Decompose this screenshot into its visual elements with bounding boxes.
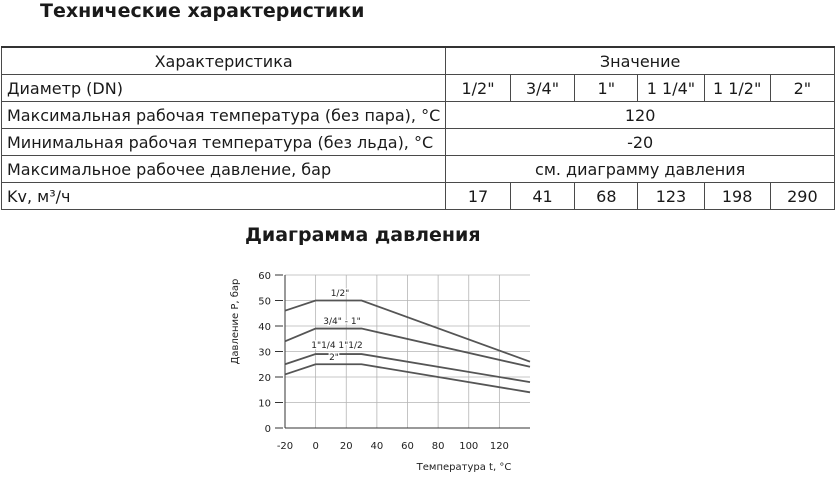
max-temp-label: Максимальная рабочая температура (без пара), °C xyxy=(2,102,446,129)
y-tick-label: 60 xyxy=(258,271,271,282)
diagram-title: Диаграмма давления xyxy=(245,224,481,246)
series-label: 2" xyxy=(329,353,339,363)
kv-cell: 123 xyxy=(638,183,704,210)
page-title: Технические характеристики xyxy=(40,0,365,22)
y-tick-label: 20 xyxy=(258,373,271,384)
y-tick-label: 30 xyxy=(258,347,271,359)
x-tick-label: 100 xyxy=(459,441,479,452)
diameter-cell: 1 1/2" xyxy=(704,75,770,102)
kv-cell: 41 xyxy=(510,183,575,210)
kv-cell: 290 xyxy=(770,183,834,210)
max-pressure-label: Максимальное рабочее давление, бар xyxy=(2,156,446,183)
x-tick-label: 20 xyxy=(339,441,353,452)
y-axis-label: Давление P, бар xyxy=(230,278,241,365)
kv-cell: 198 xyxy=(704,183,770,210)
y-tick-label: 10 xyxy=(258,398,271,410)
series-label: 1/2" xyxy=(330,289,350,299)
y-tick-label: 40 xyxy=(258,322,271,333)
kv-cell: 68 xyxy=(575,183,638,210)
x-axis-label: Температура t, °C xyxy=(416,462,512,473)
diameter-label: Диаметр (DN) xyxy=(2,75,446,102)
min-temp-value: -20 xyxy=(446,129,835,156)
header-value: Значение xyxy=(446,47,835,75)
x-tick-label: -20 xyxy=(276,441,294,452)
x-tick-label: 0 xyxy=(312,441,319,452)
diameter-cell: 2" xyxy=(770,75,834,102)
min-temp-label: Минимальная рабочая температура (без льда), °C xyxy=(2,129,446,156)
y-tick-label: 50 xyxy=(258,296,271,308)
max-temp-value: 120 xyxy=(446,102,835,129)
diameter-cell: 1" xyxy=(575,75,638,102)
x-tick-label: 120 xyxy=(489,441,509,452)
x-tick-label: 40 xyxy=(370,441,384,452)
header-characteristic: Характеристика xyxy=(2,47,446,75)
x-tick-label: 60 xyxy=(401,441,414,452)
y-tick-label: 0 xyxy=(264,424,271,435)
kv-cell: 17 xyxy=(446,183,511,210)
x-tick-label: 80 xyxy=(431,441,445,452)
kv-label: Kv, м³/ч xyxy=(2,183,446,210)
series-label: 1"1/4 1"1/2 xyxy=(311,341,363,351)
max-pressure-value: см. диаграмму давления xyxy=(446,156,835,183)
diameter-cell: 3/4" xyxy=(510,75,575,102)
series-label: 3/4" - 1" xyxy=(323,317,361,327)
diameter-cell: 1/2" xyxy=(446,75,511,102)
diameter-cell: 1 1/4" xyxy=(638,75,704,102)
